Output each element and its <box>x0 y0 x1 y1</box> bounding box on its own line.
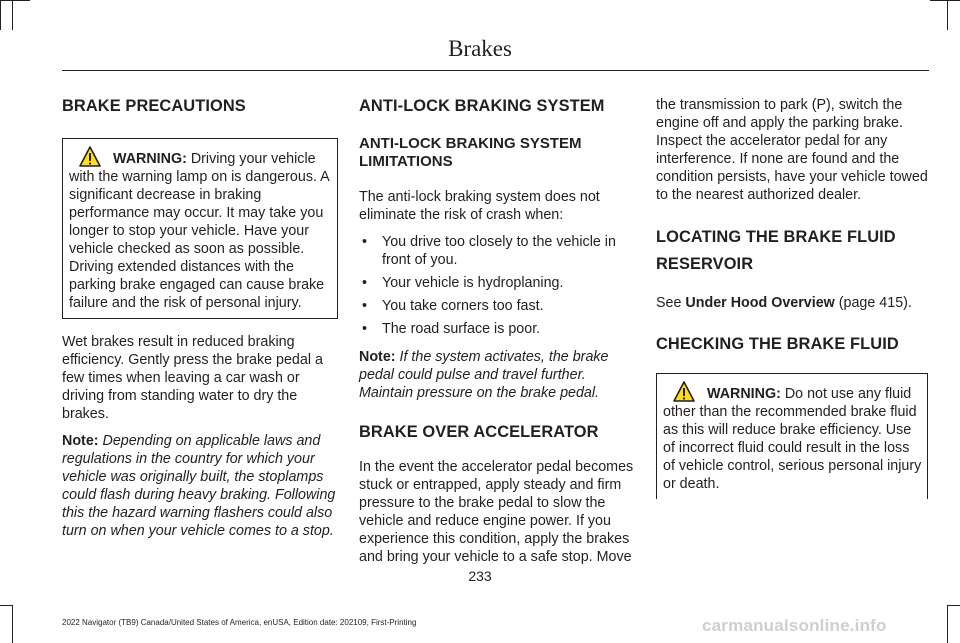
warning-text: Do not use any fluid other than the recommended brake fluid as this will reduce brake efficiency. Use of incorrect fluid could result in the loss of vehicle control, serious personal injury or death. <box>663 386 922 492</box>
note <box>359 348 635 402</box>
warning-box <box>656 373 928 499</box>
header-divider <box>62 70 929 71</box>
warning-label: WARNING: <box>707 386 781 402</box>
section-heading-checking-brake-fluid: CHECKING THE BRAKE FLUID <box>656 335 899 353</box>
column-3 <box>656 96 928 513</box>
warning-text: Driving your vehicle with the warning lamp on is dangerous. A significant decrease in braking performance may occur. It may take you longer to stop your vehicle. Have your vehicle checked as soon as possible. Driving extended distances with the parking brake engaged can cause brake failure and the risk of personal injury. <box>69 151 329 311</box>
section-heading-brake-fluid-reservoir: LOCATING THE BRAKE FLUID RESERVOIR <box>656 228 896 273</box>
paragraph-continued: the transmission to park (P), switch the engine off and apply the parking brake. Inspect the accelerator pedal for any interference. If none are found and the condition persists, have your vehicle towed to the nearest authorized dealer. <box>656 97 928 203</box>
note-text: Depending on applicable laws and regulations in the country for which your vehicle was originally built, the stoplamps could flash during heavy braking. Following this the hazard warning flashers could also turn on when your vehicle comes to a stop. <box>62 433 336 539</box>
list-item: • The road surface is poor. <box>359 320 635 338</box>
subheading-abs-limitations: ANTI-LOCK BRAKING SYSTEM LIMITATIONS <box>359 135 582 170</box>
crop-mark <box>12 0 13 30</box>
warning-label: WARNING: <box>113 151 187 167</box>
note-label: Note: <box>359 349 396 365</box>
crop-mark <box>12 605 13 643</box>
list-item: • Your vehicle is hydroplaning. <box>359 274 635 292</box>
warning-triangle-icon <box>77 145 113 167</box>
warning-box <box>62 138 338 319</box>
footer-edition-info: 2022 Navigator (TB9) Canada/United States of America, enUSA, Edition date: 202109, First-Printing <box>62 618 417 627</box>
crop-mark <box>0 605 13 606</box>
crop-mark <box>947 605 960 606</box>
column-1 <box>62 96 338 549</box>
see-reference <box>656 294 928 312</box>
paragraph-abs-intro: The anti-lock braking system does not eliminate the risk of crash when: <box>359 189 600 223</box>
crop-mark <box>0 0 1 30</box>
crop-mark <box>930 0 960 1</box>
section-heading-abs: ANTI-LOCK BRAKING SYSTEM <box>359 97 605 115</box>
see-suffix: (page 415). <box>834 295 912 311</box>
crop-mark <box>947 605 948 643</box>
note <box>62 432 338 540</box>
under-hood-overview-link[interactable]: Under Hood Overview <box>685 295 835 311</box>
see-prefix: See <box>656 295 686 311</box>
crop-mark <box>0 0 30 1</box>
page-number: 233 <box>468 568 492 584</box>
list-item: • You drive too closely to the vehicle in front of you. <box>359 233 635 269</box>
paragraph-brake-over-accelerator: In the event the accelerator pedal becomes stuck or entrapped, apply steady and firm pressure to the brake pedal to slow the vehicle and reduce engine power. If you experience this condition, apply the brakes and bring your vehicle to a safe stop. Move <box>359 459 634 565</box>
section-heading-brake-precautions: BRAKE PRECAUTIONS <box>62 97 246 115</box>
warning-triangle-icon <box>671 380 707 402</box>
column-2 <box>359 96 635 575</box>
crop-mark <box>947 0 948 30</box>
list-item: • You take corners too fast. <box>359 297 635 315</box>
note-text: If the system activates, the brake pedal could pulse and travel further. Maintain pressure on the brake pedal. <box>359 349 609 401</box>
section-heading-brake-over-accelerator: BRAKE OVER ACCELERATOR <box>359 423 599 441</box>
watermark: carmanualsonline.info <box>702 616 887 635</box>
bullet-list <box>359 233 635 338</box>
page-header-title: Brakes <box>448 36 512 61</box>
paragraph-wet-brakes: Wet brakes result in reduced braking efficiency. Gently press the brake pedal a few times when leaving a car wash or driving from standing water to dry the brakes. <box>62 334 323 422</box>
note-label: Note: <box>62 433 99 449</box>
